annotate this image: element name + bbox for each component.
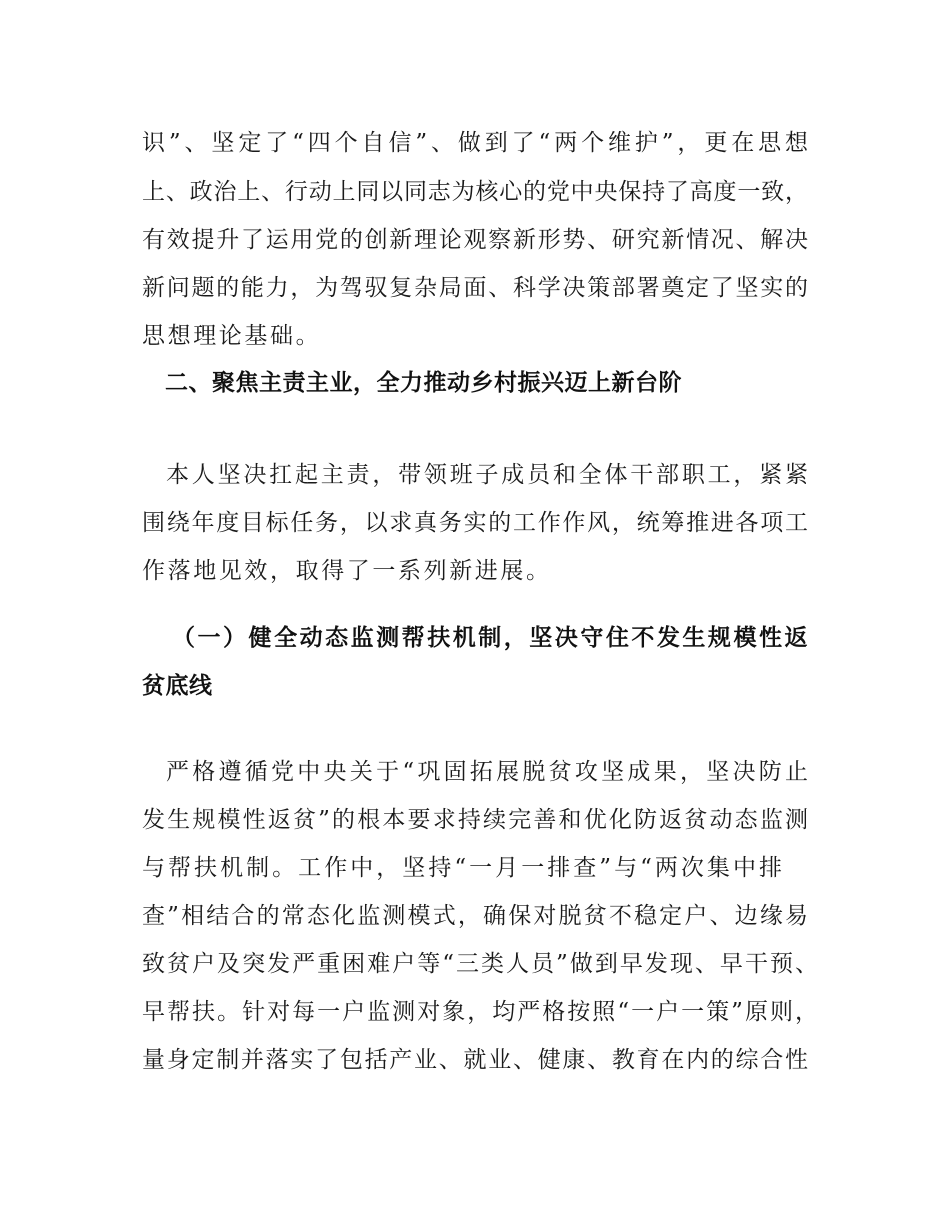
subsection-heading-line: 贫底线 [142,673,213,699]
paragraph-1-line: 有效提升了运用党的创新理论观察新形势、研究新情况、解决 [142,227,808,253]
paragraph-2-line: 本人坚决扛起主责，带领班子成员和全体干部职工，紧紧 [166,462,808,488]
subsection-heading-line: （一）健全动态监测帮扶机制，坚决守住不发生规模性返 [172,625,808,651]
paragraph-3-line: 早帮扶。针对每一户监测对象，均严格按照“一户一策”原则， [142,999,818,1025]
paragraph-3-line: 严格遵循党中央关于“巩固拓展脱贫攻坚成果，坚决防止 [166,759,808,785]
paragraph-3-line: 与帮扶机制。工作中，坚持“一月一排查”与“两次集中排 [142,855,782,881]
section-heading: 二、聚焦主责主业，全力推动乡村振兴迈上新台阶 [165,370,682,396]
paragraph-1-line: 上、政治上、行动上同以同志为核心的党中央保持了高度一致， [142,179,808,205]
paragraph-2-line: 作落地见效，取得了一系列新进展。 [142,558,552,584]
paragraph-1-line: 思想理论基础。 [142,323,322,349]
paragraph-2-line: 围绕年度目标任务，以求真务实的工作作风，统筹推进各项工 [142,510,808,536]
paragraph-3-line: 量身定制并落实了包括产业、就业、健康、教育在内的综合性 [142,1047,808,1073]
paragraph-3-line: 发生规模性返贫”的根本要求持续完善和优化防返贫动态监测 [142,807,808,833]
paragraph-3-line: 致贫户及突发严重困难户等“三类人员”做到早发现、早干预、 [142,951,818,977]
paragraph-3-line: 查”相结合的常态化监测模式，确保对脱贫不稳定户、边缘易 [142,903,808,929]
paragraph-1-line: 新问题的能力，为驾驭复杂局面、科学决策部署奠定了坚实的 [142,275,808,301]
paragraph-1-line: 识”、坚定了“四个自信”、做到了“两个维护”，更在思想 [142,130,808,156]
